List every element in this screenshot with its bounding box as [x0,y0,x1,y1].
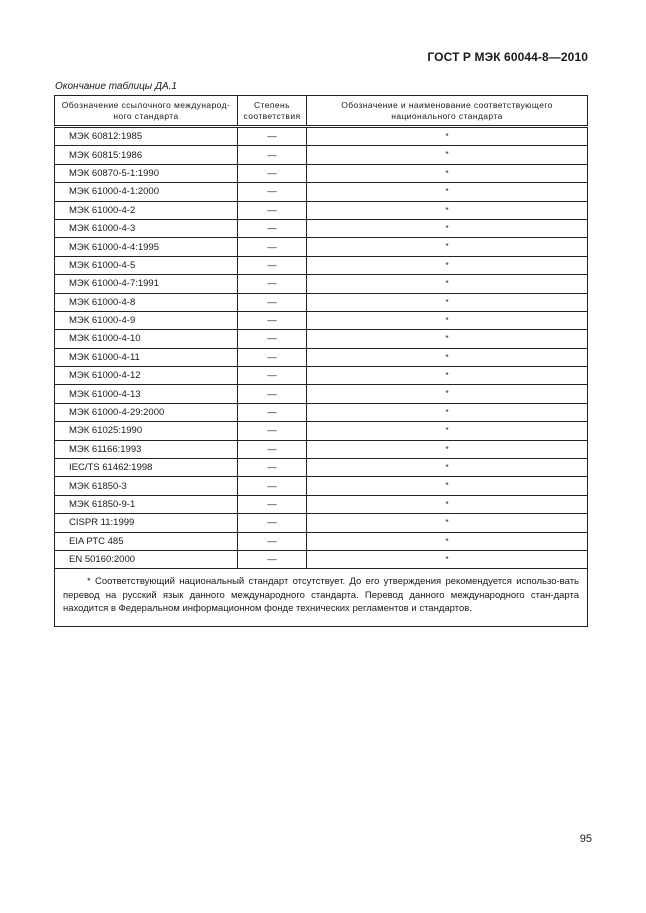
reference-standard-cell: МЭК 61000-4-2 [55,201,238,219]
table-row [55,164,588,182]
table-row [55,440,588,458]
national-standard-cell: * [307,238,588,256]
national-standard-cell: * [307,293,588,311]
reference-standard-cell: IEC/TS 61462:1998 [55,459,238,477]
table-row [55,459,588,477]
table-row [55,514,588,532]
table-row [55,385,588,403]
table-row [55,311,588,329]
table-row [55,550,588,568]
reference-standard-cell: МЭК 61850-9-1 [55,495,238,513]
national-standard-cell: * [307,348,588,366]
degree-cell: — [238,201,307,219]
table-footnote [55,569,588,627]
footnote-text: * Соответствующий национальный стандарт отсутствует. До его утверждения рекомендуется использо-вать перевод на русский язык данного международного стандарта. Перевод данного международного стан-дарта находится в Федеральном информационном фонде технических регламентов и стандартов. [63,576,579,615]
table-header-row [55,96,588,127]
degree-cell: — [238,311,307,329]
degree-cell: — [238,422,307,440]
reference-standard-cell: МЭК 61000-4-8 [55,293,238,311]
degree-cell: — [238,219,307,237]
reference-standard-cell: МЭК 60812:1985 [55,127,238,146]
reference-standard-cell: CISPR 11:1999 [55,514,238,532]
table-row [55,275,588,293]
table-row [55,256,588,274]
column-header-national: Обозначение и наименование соответствующего национального стандарта [307,96,588,127]
degree-cell: — [238,183,307,201]
degree-cell: — [238,330,307,348]
degree-cell: — [238,532,307,550]
table-row [55,367,588,385]
reference-standard-cell: МЭК 61025:1990 [55,422,238,440]
degree-cell: — [238,127,307,146]
degree-cell: — [238,459,307,477]
national-standard-cell: * [307,495,588,513]
national-standard-cell: * [307,275,588,293]
national-standard-cell: * [307,164,588,182]
table-row [55,219,588,237]
reference-standard-cell: МЭК 61000-4-4:1995 [55,238,238,256]
reference-standard-cell: МЭК 61000-4-12 [55,367,238,385]
table-row [55,330,588,348]
national-standard-cell: * [307,532,588,550]
degree-cell: — [238,514,307,532]
degree-cell: — [238,256,307,274]
column-header-degree: Степень соответствия [238,96,307,127]
degree-cell: — [238,348,307,366]
reference-standard-cell: МЭК 60815:1986 [55,146,238,164]
national-standard-cell: * [307,440,588,458]
reference-standard-cell: МЭК 60870-5-1:1990 [55,164,238,182]
national-standard-cell: * [307,146,588,164]
table-row [55,403,588,421]
national-standard-cell: * [307,385,588,403]
national-standard-cell: * [307,477,588,495]
degree-cell: — [238,477,307,495]
degree-cell: — [238,495,307,513]
table-row [55,146,588,164]
reference-standard-cell: МЭК 61000-4-5 [55,256,238,274]
national-standard-cell: * [307,311,588,329]
national-standard-cell: * [307,330,588,348]
table-row [55,348,588,366]
table-row [55,422,588,440]
degree-cell: — [238,164,307,182]
reference-standard-cell: МЭК 61000-4-9 [55,311,238,329]
national-standard-cell: * [307,367,588,385]
table-row [55,477,588,495]
column-header-reference: Обозначение ссылочного международ-ного стандарта [55,96,238,127]
national-standard-cell: * [307,459,588,477]
table-row [55,293,588,311]
reference-standard-cell: МЭК 61000-4-29:2000 [55,403,238,421]
national-standard-cell: * [307,403,588,421]
document-header: ГОСТ Р МЭК 60044-8—2010 [427,50,588,64]
reference-standard-cell: МЭК 61850-3 [55,477,238,495]
national-standard-cell: * [307,256,588,274]
national-standard-cell: * [307,183,588,201]
degree-cell: — [238,293,307,311]
reference-standard-cell: EN 50160:2000 [55,550,238,568]
national-standard-cell: * [307,201,588,219]
table-body [55,127,588,569]
reference-standard-cell: МЭК 61000-4-3 [55,219,238,237]
degree-cell: — [238,275,307,293]
reference-standard-cell: EIA РТС 485 [55,532,238,550]
degree-cell: — [238,440,307,458]
reference-standard-cell: МЭК 61000-4-7:1991 [55,275,238,293]
national-standard-cell: * [307,422,588,440]
reference-standard-cell: МЭК 61000-4-13 [55,385,238,403]
footnote-row [55,569,588,627]
table-row [55,532,588,550]
reference-standards-table [54,95,588,627]
national-standard-cell: * [307,550,588,568]
reference-standard-cell: МЭК 61000-4-10 [55,330,238,348]
degree-cell: — [238,385,307,403]
reference-standard-cell: МЭК 61000-4-1:2000 [55,183,238,201]
reference-standard-cell: МЭК 61166:1993 [55,440,238,458]
national-standard-cell: * [307,514,588,532]
degree-cell: — [238,403,307,421]
table-row [55,495,588,513]
degree-cell: — [238,550,307,568]
table-row [55,201,588,219]
degree-cell: — [238,238,307,256]
page-number: 95 [579,833,592,845]
table-caption: Окончание таблицы ДА.1 [55,81,177,92]
reference-standard-cell: МЭК 61000-4-11 [55,348,238,366]
table-row [55,127,588,146]
national-standard-cell: * [307,127,588,146]
table-row [55,238,588,256]
degree-cell: — [238,146,307,164]
national-standard-cell: * [307,219,588,237]
degree-cell: — [238,367,307,385]
table-row [55,183,588,201]
